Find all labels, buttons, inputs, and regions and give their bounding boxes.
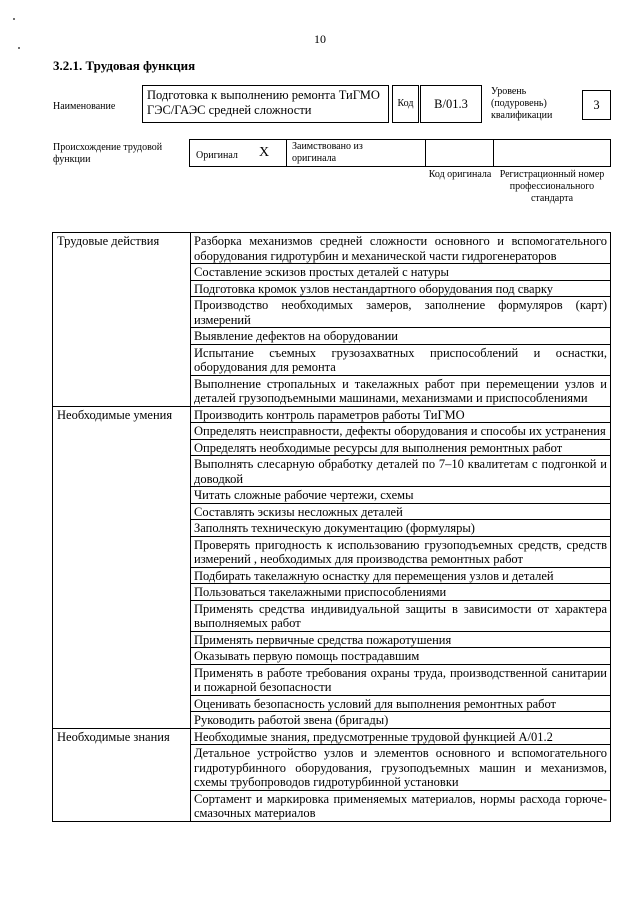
table-row	[53, 487, 611, 504]
category-cell	[53, 790, 191, 821]
item-cell: Оценивать безопасность условий для выполнения ремонтных работ	[191, 695, 611, 712]
category-cell	[53, 664, 191, 695]
page-number: 10	[314, 32, 326, 46]
qualification-level-value: 3	[593, 97, 600, 112]
function-name-box	[142, 85, 389, 123]
item-cell: Подбирать такелажную оснастку для перемещения узлов и деталей	[191, 567, 611, 584]
function-details-table	[52, 232, 611, 822]
origin-divider-2	[425, 139, 426, 167]
category-cell	[53, 536, 191, 567]
item-cell: Составление эскизов простых деталей с натуры	[191, 264, 611, 281]
scan-dot	[13, 18, 15, 20]
item-cell: Выявление дефектов на оборудовании	[191, 328, 611, 345]
table-row	[53, 712, 611, 729]
code-value: В/01.3	[434, 96, 468, 111]
category-cell	[53, 600, 191, 631]
table-row	[53, 503, 611, 520]
table-row	[53, 584, 611, 601]
item-cell: Подготовка кромок узлов нестандартного оборудования под сварку	[191, 280, 611, 297]
section-title: 3.2.1. Трудовая функция	[53, 58, 196, 73]
category-cell: Необходимые умения	[53, 406, 191, 423]
table-row	[53, 375, 611, 406]
category-cell	[53, 631, 191, 648]
item-cell: Оказывать первую помощь пострадавшим	[191, 648, 611, 665]
code-original-caption: Код оригинала	[428, 169, 492, 180]
qualification-level-label: Уровень (подуровень) квалификации	[491, 86, 553, 121]
category-cell	[53, 297, 191, 328]
item-cell: Заполнять техническую документацию (формуляры)	[191, 520, 611, 537]
table-row	[53, 600, 611, 631]
name-label: Наименование	[53, 101, 116, 112]
table-row	[53, 664, 611, 695]
category-cell	[53, 648, 191, 665]
category-cell	[53, 423, 191, 440]
table-row	[53, 648, 611, 665]
category-cell	[53, 439, 191, 456]
table-row	[53, 745, 611, 791]
code-label-box	[392, 85, 419, 123]
borrowed-label: Заимствовано из оригинала	[292, 141, 363, 164]
origin-divider-4	[610, 139, 611, 167]
category-cell	[53, 503, 191, 520]
item-cell: Производить контроль параметров работы ТиГМО	[191, 406, 611, 423]
item-cell: Определять неисправности, дефекты оборудования и способы их устранения	[191, 423, 611, 440]
table-row	[53, 328, 611, 345]
category-cell	[53, 264, 191, 281]
item-cell: Выполнение стропальных и такелажных работ при перемещении узлов и деталей грузоподъемными машинами, механизмами и приспособлениями	[191, 375, 611, 406]
table-row	[53, 695, 611, 712]
table-row	[53, 406, 611, 423]
item-cell: Применять в работе требования охраны труда, производственной санитарии и пожарной безопасности	[191, 664, 611, 695]
function-name-value: Подготовка к выполнению ремонта ТиГМО ГЭС/ГАЭС средней сложности	[147, 88, 380, 117]
category-cell	[53, 344, 191, 375]
qualification-level-box	[582, 90, 611, 120]
item-cell: Применять средства индивидуальной защиты в зависимости от характера выполняемых работ	[191, 600, 611, 631]
item-cell: Пользоваться такелажными приспособлениями	[191, 584, 611, 601]
category-cell	[53, 745, 191, 791]
reg-number-caption: Регистрационный номер профессионального стандарта	[499, 169, 605, 204]
table-row	[53, 297, 611, 328]
category-cell: Трудовые действия	[53, 233, 191, 264]
item-cell: Читать сложные рабочие чертежи, схемы	[191, 487, 611, 504]
category-cell	[53, 280, 191, 297]
category-cell	[53, 712, 191, 729]
category-cell	[53, 487, 191, 504]
category-cell	[53, 695, 191, 712]
item-cell: Применять первичные средства пожаротушения	[191, 631, 611, 648]
item-cell: Детальное устройство узлов и элементов основного и вспомогательного гидротурбинного оборудования, грузоподъемных машин и механизмов, схемы трубопроводов гидротурбинной установки	[191, 745, 611, 791]
original-mark: X	[259, 145, 270, 160]
item-cell: Определять необходимые ресурсы для выполнения ремонтных работ	[191, 439, 611, 456]
table-row	[53, 790, 611, 821]
category-cell	[53, 584, 191, 601]
category-cell	[53, 328, 191, 345]
category-cell	[53, 375, 191, 406]
category-cell: Необходимые знания	[53, 728, 191, 745]
category-cell	[53, 520, 191, 537]
category-cell	[53, 567, 191, 584]
category-cell	[53, 456, 191, 487]
code-value-box	[420, 85, 482, 123]
item-cell: Выполнять слесарную обработку деталей по 7–10 квалитетам с подгонкой и доводкой	[191, 456, 611, 487]
table-row	[53, 439, 611, 456]
origin-label: Происхождение трудовой функции	[53, 142, 163, 165]
table-row	[53, 423, 611, 440]
origin-divider-1	[286, 139, 287, 167]
table-row	[53, 631, 611, 648]
table-row	[53, 264, 611, 281]
item-cell: Руководить работой звена (бригады)	[191, 712, 611, 729]
item-cell: Испытание съемных грузозахватных приспособлений и оснастки, оборудования для ремонта	[191, 344, 611, 375]
original-label: Оригинал	[196, 150, 238, 161]
item-cell: Составлять эскизы несложных деталей	[191, 503, 611, 520]
item-cell: Сортамент и маркировка применяемых материалов, нормы расхода горюче-смазочных материалов	[191, 790, 611, 821]
table-row	[53, 233, 611, 264]
origin-divider-3	[493, 139, 494, 167]
table-row	[53, 536, 611, 567]
code-label: Код	[397, 98, 414, 109]
scan-dot	[18, 47, 20, 49]
table-row	[53, 520, 611, 537]
table-row	[53, 456, 611, 487]
table-row	[53, 728, 611, 745]
item-cell: Проверять пригодность к использованию грузоподъемных средств, средств измерений , необходимых для производства ремонтных работ	[191, 536, 611, 567]
item-cell: Необходимые знания, предусмотренные трудовой функцией А/01.2	[191, 728, 611, 745]
item-cell: Разборка механизмов средней сложности основного и вспомогательного оборудования гидротурбин и механической части гидрогенераторов	[191, 233, 611, 264]
table-row	[53, 280, 611, 297]
table-row	[53, 567, 611, 584]
table-row	[53, 344, 611, 375]
item-cell: Производство необходимых замеров, заполнение формуляров (карт) измерений	[191, 297, 611, 328]
